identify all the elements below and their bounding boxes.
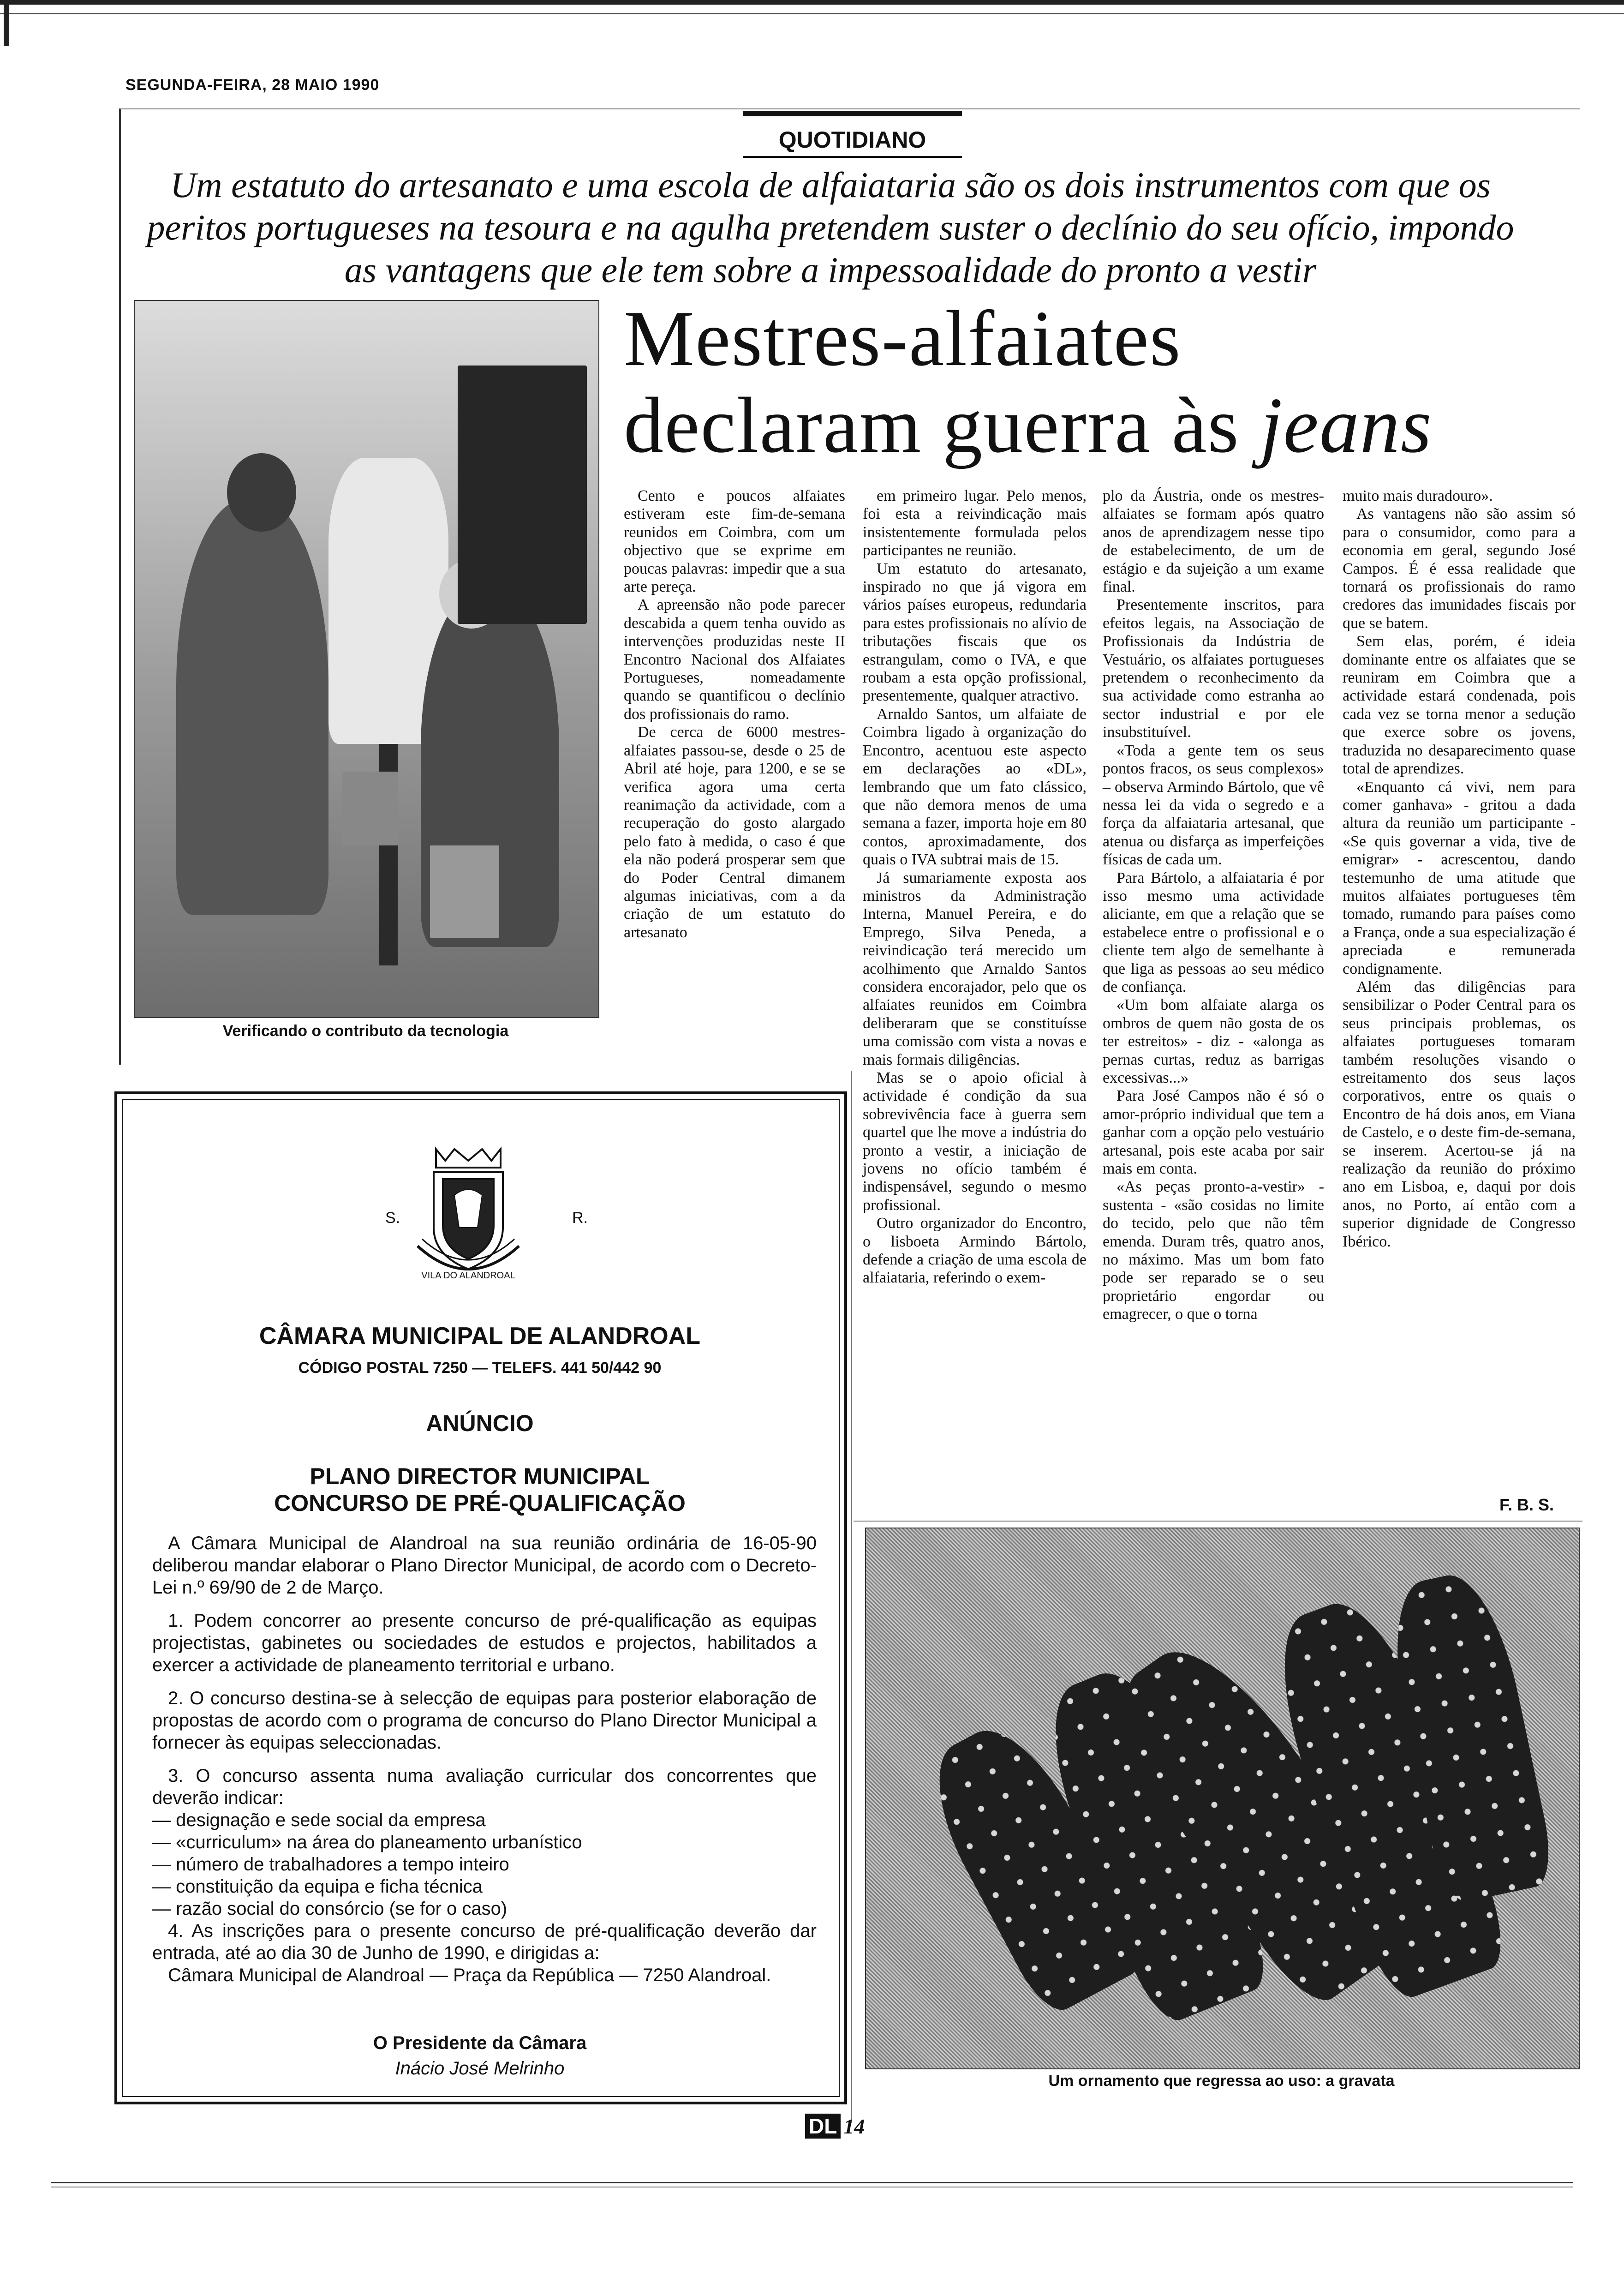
article-column-1: [624, 487, 845, 941]
article-headline: [624, 295, 1593, 469]
bottom-rule: [51, 2182, 1573, 2183]
paragraph: A apreensão não pode parecer descabida a quem tenha ouvido as intervenções produzidas neste II Encontro Nacional dos Alfaiates Portugueses, nomeadamente quando se quantificou o declínio dos profissionais do ramo.: [624, 596, 845, 723]
paragraph: Cento e poucos alfaiates estiveram este fim-de-semana reunidos em Coimbra, com um objectivo que se exprime em poucas palavras: impedir que a sua arte pereça.: [624, 487, 845, 596]
photo-caption: Verificando o contributo da tecnologia: [222, 1022, 509, 1040]
photo-figure-left: [176, 499, 328, 915]
paragraph: Para Bártolo, a alfaiataria é por isso mesmo uma actividade aliciante, em que a relação que se estabelece entre o profissional e o cliente tem algo de semelhante à que liga as pessoas ao seu médico de confiança.: [1103, 869, 1324, 995]
crest-ribbon-text: VILA DO ALANDROAL: [421, 1270, 515, 1281]
notice-list-item: — designação e sede social da empresa: [152, 1810, 486, 1830]
photo-figure-head-left: [227, 453, 296, 532]
paragraph: «Um bom alfaiate alarga os ombros de quem não gosta de os ter estreitos» - diz - «alonga as pernas curtas, reduz as barrigas excessivas...»: [1103, 996, 1324, 1086]
notice-subject-line-1: PLANO DIRECTOR MUNICIPAL: [310, 1463, 650, 1489]
newspaper-logo: DL: [805, 2114, 841, 2139]
notice-subject-line-2: CONCURSO DE PRÉ-QUALIFICAÇÃO: [274, 1490, 686, 1516]
photo-frames-2: [430, 845, 499, 938]
paragraph: Um estatuto do artesanato, inspirado no que já vigora em vários países europeus, redundaria para estes profissionais no alívio de tributações fiscais que os estrangulam, como o IVA, e que roubam a esta opção profissional, presentemente, qualquer atractivo.: [863, 560, 1087, 705]
page-footer: [805, 2114, 865, 2139]
dateline: SEGUNDA-FEIRA, 28 MAIO 1990: [125, 76, 380, 94]
top-rule-thin: [0, 13, 1624, 14]
notice-type: ANÚNCIO: [426, 1410, 534, 1436]
paragraph: plo da Áustria, onde os mestres-alfaiates se formam após quatro anos de aprendizagem nesse tipo de estabelecimento, de um de estágio e da sujeição a um exame final.: [1103, 487, 1324, 596]
paragraph: Para José Campos não é só o amor-próprio individual que tem a ganhar com a opção pelo vestuário artesanal, pois este acaba por sair mais em conta.: [1103, 1087, 1324, 1178]
notice-intro: A Câmara Municipal de Alandroal na sua reunião ordinária de 16-05-90 deliberou mandar elaborar o Plano Director Municipal, de acordo com o Decreto-Lei n.º 69/90 de 2 de Março.: [152, 1533, 817, 1598]
notice-address: Câmara Municipal de Alandroal — Praça da República — 7250 Alandroal.: [168, 1965, 771, 1985]
headline-line-2-text: declaram guerra às: [624, 382, 1240, 469]
paragraph: Já sumariamente exposta aos ministros da Administração Interna, Manuel Pereira, e do Emprego, Silva Peneda, a reivindicação terá merecido um acolhimento que Arnaldo Santos considera encorajador, pelo que os alfaiates reunidos em Coimbra deliberaram que se constituísse uma comissão com vista a novas e mais formais diligências.: [863, 869, 1087, 1068]
page-number: 14: [843, 2115, 865, 2138]
paragraph: Arnaldo Santos, um alfaiate de Coimbra ligado à organização do Encontro, acentuou este aspecto em declarações ao «DL», lembrando que um fato clássico, que não demora menos de uma semana a fazer, importa hoje em 80 contos, aproximadamente, dos quais o IVA subtrai mais de 15.: [863, 705, 1087, 869]
photo-cabinet: [458, 366, 587, 624]
notice-subject: [120, 1463, 840, 1516]
notice-point-2: 2. O concurso destina-se à selecção de equipas para posterior elaboração de propostas de acordo com o programa de concurso do Plano Director Municipal a fornecer às equipas seleccionadas.: [152, 1688, 817, 1753]
paragraph: Presentemente inscritos, para efeitos legais, na Associação de Profissionais da Indústria de Vestuário, os alfaiates portugueses pretendem o reconhecimento da sua actividade como estranha ao sector industrial e por ele insubstituível.: [1103, 596, 1324, 741]
article-signature: F. B. S.: [1499, 1495, 1554, 1514]
photo-caption-ties: Um ornamento que regressa ao uso: a gravata: [1048, 2072, 1395, 2090]
paragraph: em primeiro lugar. Pelo menos, foi esta a reivindicação mais insistentemente formulada pelos participantes ne reunião.: [863, 487, 1087, 559]
paragraph: De cerca de 6000 mestres-alfaiates passou-se, desde o 25 de Abril até hoje, para 1200, e se se verifica agora uma certa reanimação da actividade, com a recuperação do gosto alargado pelo fato à medida, o caso é que ela não poderá prosperar sem que do Poder Central dimanem algumas iniciativas, com a da criação de um estatuto do artesanato: [624, 724, 845, 941]
paragraph: «As peças pronto-a-vestir» - sustenta - «são cosidas no limite do tecido, pelo que não têm emenda. Duram três, quatro anos, no máximo. Mas um bom fato pode ser reparado se o seu proprietário engordar ou emagrecer, o que o torna: [1103, 1178, 1324, 1323]
crest-letter-r: R.: [572, 1209, 588, 1227]
tailor-photo: [134, 300, 599, 1018]
notice-point-3: 3. O concurso assenta numa avaliação curricular dos concorrentes que deverão indicar:: [152, 1766, 817, 1808]
headline-line-1: Mestres-alfaiates: [624, 295, 1182, 383]
paragraph: «Toda a gente tem os seus pontos fracos, os seus complexos» – observa Armindo Bártolo, que vê nessa lei da vida o segredo e a força da alfaiataria artesanal, que atenua ou disfarça as imperfeições físicas de cada um.: [1103, 742, 1324, 869]
ties-photo: [865, 1528, 1580, 2069]
coat-of-arms-icon: [408, 1140, 528, 1292]
section-bar: [743, 111, 962, 116]
crest-letter-s: S.: [385, 1209, 400, 1227]
notice-title: CÂMARA MUNICIPAL DE ALANDROAL: [259, 1323, 701, 1349]
scan-edge-mark: [4, 5, 9, 46]
headline-italic-word: jeans: [1260, 382, 1433, 469]
paragraph: Outro organizador do Encontro, o lisboeta Armindo Bártolo, defende a criação de uma escola de alfaiataria, referindo o exem-: [863, 1215, 1087, 1287]
notice-signatory-title: O Presidente da Câmara: [373, 2033, 587, 2053]
notice-list-item: — constituição da equipa e ficha técnica: [152, 1876, 483, 1897]
article-kicker: Um estatuto do artesanato e uma escola de alfaiataria são os dois instrumentos com que os peritos portugueses na tesoura e na agulha pretendem suster o declínio do seu ofício, impondo as vantagens que ele tem sobre a impessoalidade do pronto a vestir: [147, 165, 1514, 290]
notice-point-1: 1. Podem concorrer ao presente concurso de pré-qualificação as equipas projectistas, gabinetes ou sociedades de estudos e projectos, habilitados a exercer a actividade de planeamento territorial e urbano.: [152, 1611, 817, 1675]
notice-body: [152, 1532, 817, 1997]
paragraph: muito mais duradouro».: [1343, 487, 1493, 504]
section-label: QUOTIDIANO: [743, 124, 962, 158]
paragraph: Mas se o apoio oficial à actividade é condição da sua sobrevivência face à guerra sem quartel que lhe move a indústria do pronto a vestir, a iniciação de jovens no ofício também é indispensável, segundo o mesmo profissional.: [863, 1069, 1087, 1214]
notice-list-item: — «curriculum» na área do planeamento urbanístico: [152, 1832, 582, 1852]
paragraph: Além das diligências para sensibilizar o Poder Central para os seus principais problemas, os alfaiates portugueses tomaram também resoluções visando o estreitamento dos seus laços corporativos, entre os quais o Encontro de há dois anos, em Viana de Castelo, e o deste fim-de-semana, se inserem. Acertou-se já na realização da reunião do próximo ano em Lisboa, e, daqui por dois anos, no Porto, aí então com a superior dignidade de Congresso Ibérico.: [1343, 978, 1576, 1250]
notice-signatory-name: Inácio José Melrinho: [395, 2058, 565, 2079]
article-column-2: [863, 487, 1087, 1287]
column-divider: [851, 1071, 852, 2123]
photo-frames: [342, 772, 398, 845]
notice-list-item: — razão social do consórcio (se for o caso): [152, 1899, 508, 1919]
article-column-4: [1343, 487, 1576, 1251]
article-column-3: [1103, 487, 1324, 1324]
top-rule: [0, 0, 1624, 5]
paragraph: Sem elas, porém, é ideia dominante entre os alfaiates que se reuniram em Coimbra que a actividade estará condenada, pois cada vez se torna menor a sedução que exerce sobre os jovens, traduzida no desaparecimento quase total de aprendizes.: [1343, 633, 1576, 778]
paragraph: As vantagens não são assim só para o consumidor, como para a economia em geral, segundo José Campos. É é essa realidade que tornará os profissionais do ramo credores das imunidades fiscais por que se batem.: [1343, 505, 1576, 632]
notice-list-item: — número de trabalhadores a tempo inteiro: [152, 1854, 509, 1875]
paragraph: «Enquanto cá vivi, nem para comer ganhava» - gritou a dada altura da reunião um participante - «Se quis governar a vida, tive de emigrar» - acrescentou, dando testemunho de uma atitude que muitos alfaiates portugueses têm tomado, rumando para países como a França, onde a sua especialização é apreciada e remunerada condignamente.: [1343, 778, 1576, 977]
headline-line-2: [624, 382, 1593, 469]
photo-divider: [854, 1521, 1582, 1522]
notice-postal: CÓDIGO POSTAL 7250 — TELEFS. 441 50/442 90: [298, 1359, 662, 1377]
notice-point-4: 4. As inscrições para o presente concurso de pré-qualificação deverão dar entrada, até ao dia 30 de Junho de 1990, e dirigidas a:: [152, 1921, 817, 1963]
